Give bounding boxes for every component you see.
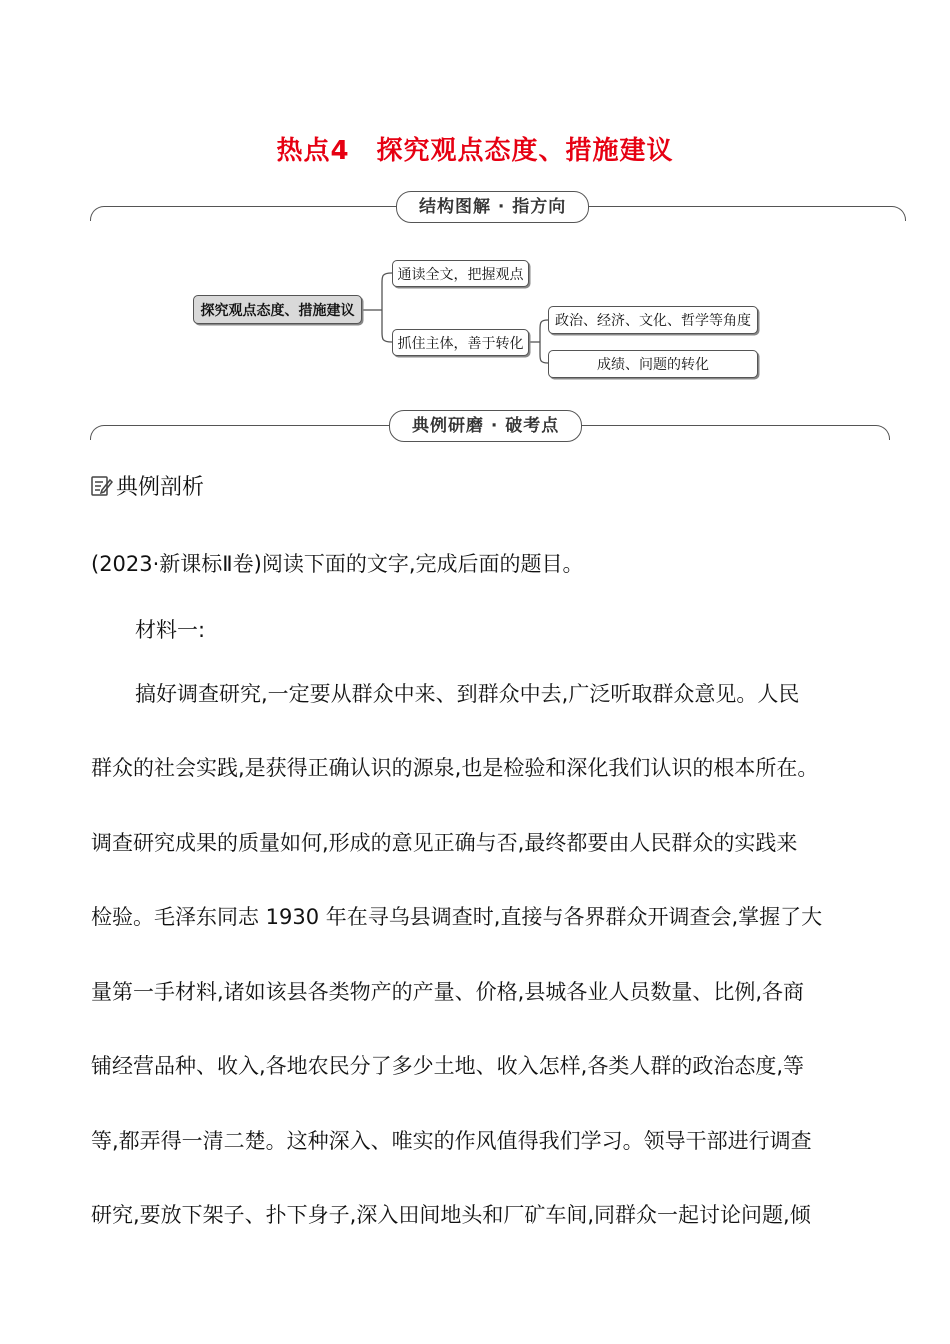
diagram-root-node: 探究观点态度、措施建议 [193, 295, 362, 324]
diagram-node-grasp-subject: 抓住主体，善于转化 [392, 329, 529, 356]
material-label: 材料一: [135, 618, 206, 642]
heading-label: 典例剖析 [116, 475, 205, 500]
section-label-examples: 典例研磨 · 破考点 [389, 410, 582, 442]
text-line-6: 铺经营品种、收入,各地农民分了多少土地、收入怎样,各类人群的政治态度,等 [91, 1054, 805, 1078]
diagram-node-transform: 成绩、问题的转化 [548, 350, 758, 378]
diagram-node-read-fulltext: 通读全文，把握观点 [392, 260, 529, 287]
example-analysis-heading [90, 470, 204, 501]
text-line-7: 等,都弄得一清二楚。这种深入、唯实的作风值得我们学习。领导干部进行调查 [91, 1129, 812, 1153]
section-label-structure: 结构图解 · 指方向 [396, 191, 589, 223]
text-line-5: 量第一手材料,诸如该县各类物产的产量、价格,县城各业人员数量、比例,各商 [91, 980, 805, 1004]
text-line-4: 检验。毛泽东同志 1930 年在寻乌县调查时,直接与各界群众开调查会,掌握了大 [91, 905, 823, 929]
edit-note-icon [90, 474, 114, 498]
text-line-8: 研究,要放下架子、扑下身子,深入田间地头和厂矿车间,同群众一起讨论问题,倾 [91, 1203, 811, 1227]
page-title: 热点4 探究观点态度、措施建议 [276, 136, 674, 166]
bracket-level1 [382, 273, 392, 342]
text-line-2: 群众的社会实践,是获得正确认识的源泉,也是检验和深化我们认识的根本所在。 [91, 756, 819, 780]
bracket-level2 [540, 320, 548, 363]
source-line: (2023·新课标Ⅱ卷)阅读下面的文字,完成后面的题目。 [91, 552, 584, 576]
text-line-1: 搞好调查研究,一定要从群众中来、到群众中去,广泛听取群众意见。人民 [135, 682, 800, 706]
diagram-node-angles: 政治、经济、文化、哲学等角度 [548, 306, 758, 334]
text-line-3: 调查研究成果的质量如何,形成的意见正确与否,最终都要由人民群众的实践来 [91, 831, 798, 855]
